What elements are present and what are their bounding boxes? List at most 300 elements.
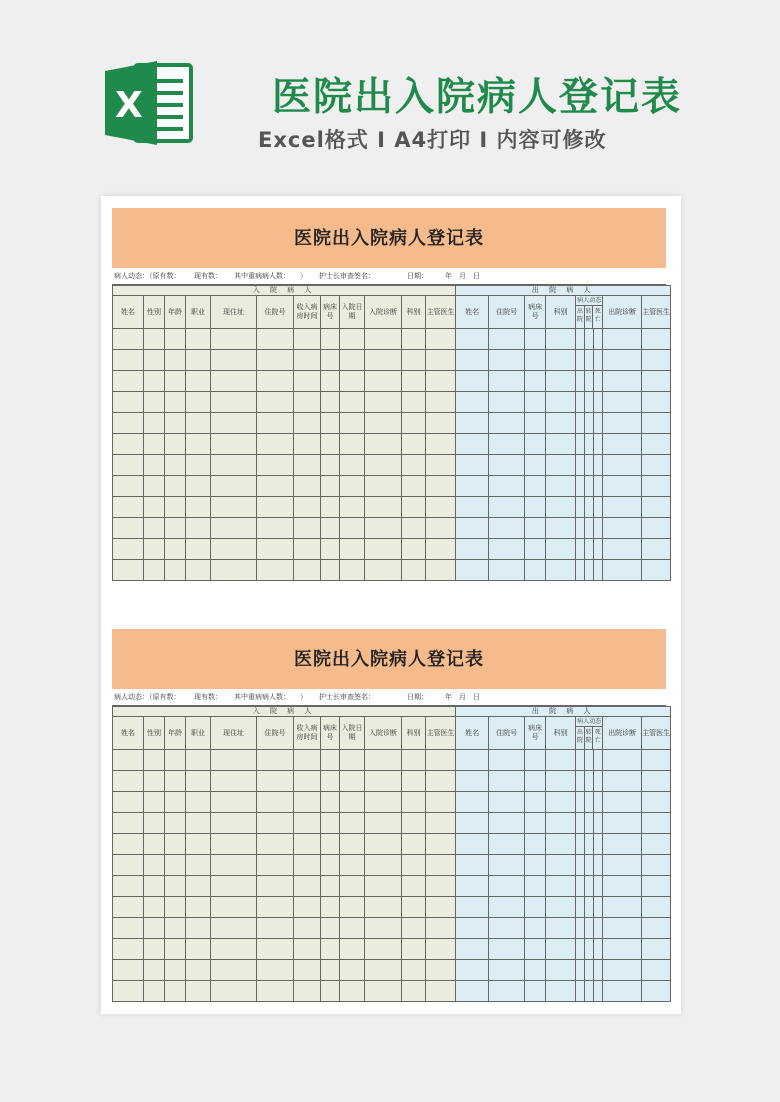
table-cell[interactable]: [576, 455, 585, 476]
table-cell[interactable]: [426, 939, 456, 960]
table-cell[interactable]: [165, 497, 186, 518]
table-cell[interactable]: [144, 960, 165, 981]
table-cell[interactable]: [402, 497, 426, 518]
table-cell[interactable]: [211, 518, 257, 539]
table-cell[interactable]: [113, 329, 144, 350]
table-cell[interactable]: [525, 834, 546, 855]
table-cell[interactable]: [144, 371, 165, 392]
table-cell[interactable]: [365, 392, 402, 413]
table-cell[interactable]: [365, 792, 402, 813]
table-cell[interactable]: [211, 434, 257, 455]
table-cell[interactable]: [642, 813, 671, 834]
table-cell[interactable]: [186, 497, 211, 518]
table-cell[interactable]: [294, 371, 321, 392]
table-cell[interactable]: [456, 434, 489, 455]
table-cell[interactable]: [585, 539, 594, 560]
table-cell[interactable]: [585, 476, 594, 497]
table-cell[interactable]: [294, 350, 321, 371]
table-cell[interactable]: [257, 497, 294, 518]
table-cell[interactable]: [113, 813, 144, 834]
table-cell[interactable]: [426, 918, 456, 939]
table-cell[interactable]: [113, 560, 144, 581]
table-cell[interactable]: [165, 981, 186, 1002]
table-cell[interactable]: [594, 455, 603, 476]
table-cell[interactable]: [642, 771, 671, 792]
table-cell[interactable]: [321, 497, 340, 518]
table-cell[interactable]: [321, 918, 340, 939]
table-cell[interactable]: [165, 371, 186, 392]
table-cell[interactable]: [257, 392, 294, 413]
table-cell[interactable]: [402, 792, 426, 813]
table-cell[interactable]: [144, 834, 165, 855]
table-cell[interactable]: [257, 434, 294, 455]
table-cell[interactable]: [525, 960, 546, 981]
table-cell[interactable]: [546, 897, 576, 918]
table-cell[interactable]: [576, 981, 585, 1002]
table-cell[interactable]: [489, 497, 525, 518]
table-cell[interactable]: [257, 771, 294, 792]
table-cell[interactable]: [426, 392, 456, 413]
table-cell[interactable]: [211, 476, 257, 497]
table-cell[interactable]: [546, 960, 576, 981]
table-cell[interactable]: [257, 350, 294, 371]
table-cell[interactable]: [594, 855, 603, 876]
table-cell[interactable]: [186, 876, 211, 897]
table-cell[interactable]: [576, 371, 585, 392]
table-cell[interactable]: [546, 813, 576, 834]
table-cell[interactable]: [585, 455, 594, 476]
table-cell[interactable]: [576, 813, 585, 834]
table-cell[interactable]: [546, 392, 576, 413]
table-cell[interactable]: [340, 792, 365, 813]
table-cell[interactable]: [294, 518, 321, 539]
table-cell[interactable]: [144, 560, 165, 581]
table-cell[interactable]: [603, 539, 642, 560]
table-cell[interactable]: [257, 539, 294, 560]
table-cell[interactable]: [402, 476, 426, 497]
table-cell[interactable]: [576, 350, 585, 371]
table-cell[interactable]: [257, 855, 294, 876]
table-cell[interactable]: [525, 939, 546, 960]
table-cell[interactable]: [165, 813, 186, 834]
table-cell[interactable]: [456, 813, 489, 834]
table-cell[interactable]: [211, 413, 257, 434]
table-cell[interactable]: [294, 855, 321, 876]
table-cell[interactable]: [186, 434, 211, 455]
table-cell[interactable]: [365, 813, 402, 834]
table-cell[interactable]: [321, 981, 340, 1002]
table-cell[interactable]: [257, 476, 294, 497]
table-cell[interactable]: [603, 981, 642, 1002]
table-cell[interactable]: [426, 329, 456, 350]
table-cell[interactable]: [144, 876, 165, 897]
table-cell[interactable]: [211, 876, 257, 897]
table-cell[interactable]: [144, 897, 165, 918]
table-cell[interactable]: [340, 434, 365, 455]
table-cell[interactable]: [294, 750, 321, 771]
table-cell[interactable]: [402, 813, 426, 834]
table-cell[interactable]: [186, 792, 211, 813]
table-cell[interactable]: [489, 329, 525, 350]
table-cell[interactable]: [257, 897, 294, 918]
table-cell[interactable]: [585, 855, 594, 876]
table-cell[interactable]: [257, 876, 294, 897]
table-cell[interactable]: [576, 855, 585, 876]
table-cell[interactable]: [340, 750, 365, 771]
table-cell[interactable]: [456, 476, 489, 497]
table-cell[interactable]: [113, 750, 144, 771]
table-cell[interactable]: [321, 476, 340, 497]
table-cell[interactable]: [585, 392, 594, 413]
table-cell[interactable]: [456, 981, 489, 1002]
table-cell[interactable]: [402, 413, 426, 434]
table-cell[interactable]: [340, 834, 365, 855]
table-cell[interactable]: [113, 981, 144, 1002]
table-cell[interactable]: [594, 518, 603, 539]
table-cell[interactable]: [211, 813, 257, 834]
table-cell[interactable]: [113, 497, 144, 518]
table-cell[interactable]: [456, 392, 489, 413]
table-cell[interactable]: [165, 434, 186, 455]
table-cell[interactable]: [525, 413, 546, 434]
table-cell[interactable]: [321, 876, 340, 897]
table-cell[interactable]: [594, 981, 603, 1002]
table-cell[interactable]: [365, 350, 402, 371]
table-cell[interactable]: [402, 434, 426, 455]
table-cell[interactable]: [594, 392, 603, 413]
table-cell[interactable]: [294, 918, 321, 939]
table-cell[interactable]: [546, 350, 576, 371]
table-cell[interactable]: [525, 855, 546, 876]
table-cell[interactable]: [294, 939, 321, 960]
table-cell[interactable]: [165, 560, 186, 581]
table-cell[interactable]: [603, 876, 642, 897]
table-cell[interactable]: [603, 813, 642, 834]
table-cell[interactable]: [144, 329, 165, 350]
table-cell[interactable]: [576, 497, 585, 518]
table-cell[interactable]: [489, 518, 525, 539]
table-cell[interactable]: [211, 918, 257, 939]
table-cell[interactable]: [211, 834, 257, 855]
table-cell[interactable]: [546, 834, 576, 855]
table-cell[interactable]: [546, 329, 576, 350]
table-cell[interactable]: [340, 539, 365, 560]
table-cell[interactable]: [340, 897, 365, 918]
table-cell[interactable]: [257, 371, 294, 392]
table-cell[interactable]: [321, 939, 340, 960]
table-cell[interactable]: [113, 518, 144, 539]
table-cell[interactable]: [525, 539, 546, 560]
table-cell[interactable]: [603, 750, 642, 771]
table-cell[interactable]: [257, 413, 294, 434]
table-cell[interactable]: [594, 560, 603, 581]
table-cell[interactable]: [576, 539, 585, 560]
table-cell[interactable]: [365, 476, 402, 497]
table-cell[interactable]: [456, 560, 489, 581]
table-cell[interactable]: [585, 792, 594, 813]
table-cell[interactable]: [165, 518, 186, 539]
table-cell[interactable]: [113, 539, 144, 560]
table-cell[interactable]: [186, 960, 211, 981]
table-cell[interactable]: [525, 981, 546, 1002]
table-cell[interactable]: [576, 518, 585, 539]
table-cell[interactable]: [489, 981, 525, 1002]
table-cell[interactable]: [165, 329, 186, 350]
table-cell[interactable]: [340, 329, 365, 350]
table-cell[interactable]: [426, 834, 456, 855]
table-cell[interactable]: [186, 771, 211, 792]
table-cell[interactable]: [456, 497, 489, 518]
table-cell[interactable]: [186, 392, 211, 413]
table-cell[interactable]: [642, 750, 671, 771]
table-cell[interactable]: [585, 918, 594, 939]
table-cell[interactable]: [489, 539, 525, 560]
table-cell[interactable]: [603, 455, 642, 476]
table-cell[interactable]: [456, 771, 489, 792]
table-cell[interactable]: [165, 834, 186, 855]
table-cell[interactable]: [603, 329, 642, 350]
table-cell[interactable]: [456, 939, 489, 960]
table-cell[interactable]: [603, 560, 642, 581]
table-cell[interactable]: [456, 350, 489, 371]
table-cell[interactable]: [642, 918, 671, 939]
table-cell[interactable]: [186, 455, 211, 476]
table-cell[interactable]: [340, 455, 365, 476]
table-cell[interactable]: [642, 792, 671, 813]
table-cell[interactable]: [165, 455, 186, 476]
table-cell[interactable]: [340, 813, 365, 834]
table-cell[interactable]: [186, 518, 211, 539]
table-cell[interactable]: [321, 434, 340, 455]
table-cell[interactable]: [113, 434, 144, 455]
table-cell[interactable]: [576, 918, 585, 939]
table-cell[interactable]: [456, 855, 489, 876]
table-cell[interactable]: [257, 560, 294, 581]
table-cell[interactable]: [585, 897, 594, 918]
table-cell[interactable]: [642, 518, 671, 539]
table-cell[interactable]: [546, 434, 576, 455]
table-cell[interactable]: [294, 392, 321, 413]
table-cell[interactable]: [525, 392, 546, 413]
table-cell[interactable]: [365, 897, 402, 918]
table-cell[interactable]: [603, 497, 642, 518]
table-cell[interactable]: [576, 476, 585, 497]
table-cell[interactable]: [594, 413, 603, 434]
table-cell[interactable]: [594, 897, 603, 918]
table-cell[interactable]: [186, 918, 211, 939]
table-cell[interactable]: [144, 539, 165, 560]
table-cell[interactable]: [365, 329, 402, 350]
table-cell[interactable]: [642, 981, 671, 1002]
table-cell[interactable]: [257, 981, 294, 1002]
table-cell[interactable]: [321, 455, 340, 476]
table-cell[interactable]: [426, 876, 456, 897]
table-cell[interactable]: [402, 834, 426, 855]
table-cell[interactable]: [525, 750, 546, 771]
table-cell[interactable]: [585, 560, 594, 581]
table-cell[interactable]: [489, 834, 525, 855]
table-cell[interactable]: [186, 560, 211, 581]
table-cell[interactable]: [294, 560, 321, 581]
table-cell[interactable]: [165, 771, 186, 792]
table-cell[interactable]: [294, 434, 321, 455]
table-cell[interactable]: [402, 876, 426, 897]
table-cell[interactable]: [594, 918, 603, 939]
table-cell[interactable]: [585, 939, 594, 960]
table-cell[interactable]: [340, 560, 365, 581]
table-cell[interactable]: [186, 981, 211, 1002]
table-cell[interactable]: [257, 834, 294, 855]
table-cell[interactable]: [426, 792, 456, 813]
table-cell[interactable]: [257, 939, 294, 960]
table-cell[interactable]: [402, 918, 426, 939]
table-cell[interactable]: [546, 413, 576, 434]
table-cell[interactable]: [186, 834, 211, 855]
table-cell[interactable]: [340, 476, 365, 497]
table-cell[interactable]: [165, 392, 186, 413]
table-cell[interactable]: [456, 329, 489, 350]
table-cell[interactable]: [340, 518, 365, 539]
table-cell[interactable]: [489, 371, 525, 392]
table-cell[interactable]: [585, 518, 594, 539]
table-cell[interactable]: [576, 897, 585, 918]
table-cell[interactable]: [456, 960, 489, 981]
table-cell[interactable]: [211, 392, 257, 413]
table-cell[interactable]: [585, 834, 594, 855]
table-cell[interactable]: [594, 350, 603, 371]
table-cell[interactable]: [211, 855, 257, 876]
table-cell[interactable]: [113, 792, 144, 813]
table-cell[interactable]: [585, 329, 594, 350]
table-cell[interactable]: [489, 939, 525, 960]
table-cell[interactable]: [144, 750, 165, 771]
table-cell[interactable]: [321, 813, 340, 834]
table-cell[interactable]: [456, 876, 489, 897]
table-cell[interactable]: [585, 434, 594, 455]
table-cell[interactable]: [525, 476, 546, 497]
table-cell[interactable]: [402, 518, 426, 539]
table-cell[interactable]: [546, 855, 576, 876]
table-cell[interactable]: [489, 876, 525, 897]
table-cell[interactable]: [402, 750, 426, 771]
table-cell[interactable]: [186, 939, 211, 960]
table-cell[interactable]: [113, 855, 144, 876]
table-cell[interactable]: [211, 981, 257, 1002]
table-cell[interactable]: [594, 960, 603, 981]
table-cell[interactable]: [456, 371, 489, 392]
table-cell[interactable]: [211, 960, 257, 981]
table-cell[interactable]: [211, 329, 257, 350]
table-cell[interactable]: [294, 497, 321, 518]
table-cell[interactable]: [642, 855, 671, 876]
table-cell[interactable]: [642, 539, 671, 560]
table-cell[interactable]: [186, 813, 211, 834]
table-cell[interactable]: [642, 834, 671, 855]
table-cell[interactable]: [186, 855, 211, 876]
table-cell[interactable]: [489, 792, 525, 813]
table-cell[interactable]: [402, 329, 426, 350]
table-cell[interactable]: [426, 539, 456, 560]
table-cell[interactable]: [211, 350, 257, 371]
table-cell[interactable]: [642, 329, 671, 350]
table-cell[interactable]: [165, 350, 186, 371]
table-cell[interactable]: [402, 350, 426, 371]
table-cell[interactable]: [426, 981, 456, 1002]
table-cell[interactable]: [186, 350, 211, 371]
table-cell[interactable]: [257, 792, 294, 813]
table-cell[interactable]: [294, 792, 321, 813]
table-cell[interactable]: [294, 834, 321, 855]
table-cell[interactable]: [642, 392, 671, 413]
table-cell[interactable]: [321, 392, 340, 413]
table-cell[interactable]: [426, 434, 456, 455]
table-cell[interactable]: [113, 413, 144, 434]
table-cell[interactable]: [546, 560, 576, 581]
table-cell[interactable]: [165, 918, 186, 939]
table-cell[interactable]: [576, 771, 585, 792]
table-cell[interactable]: [321, 834, 340, 855]
table-cell[interactable]: [456, 539, 489, 560]
table-cell[interactable]: [294, 981, 321, 1002]
table-cell[interactable]: [402, 939, 426, 960]
table-cell[interactable]: [603, 350, 642, 371]
table-cell[interactable]: [340, 981, 365, 1002]
table-cell[interactable]: [525, 518, 546, 539]
table-cell[interactable]: [340, 939, 365, 960]
table-cell[interactable]: [294, 771, 321, 792]
table-cell[interactable]: [576, 939, 585, 960]
table-cell[interactable]: [642, 371, 671, 392]
table-cell[interactable]: [365, 918, 402, 939]
table-cell[interactable]: [525, 792, 546, 813]
table-cell[interactable]: [402, 855, 426, 876]
table-cell[interactable]: [144, 413, 165, 434]
table-cell[interactable]: [585, 413, 594, 434]
table-cell[interactable]: [603, 371, 642, 392]
table-cell[interactable]: [456, 792, 489, 813]
table-cell[interactable]: [402, 771, 426, 792]
table-cell[interactable]: [426, 560, 456, 581]
table-cell[interactable]: [186, 476, 211, 497]
table-cell[interactable]: [594, 750, 603, 771]
table-cell[interactable]: [294, 876, 321, 897]
table-cell[interactable]: [489, 918, 525, 939]
table-cell[interactable]: [186, 413, 211, 434]
table-cell[interactable]: [426, 960, 456, 981]
table-cell[interactable]: [294, 897, 321, 918]
table-cell[interactable]: [365, 981, 402, 1002]
table-cell[interactable]: [321, 750, 340, 771]
table-cell[interactable]: [489, 897, 525, 918]
table-cell[interactable]: [340, 876, 365, 897]
table-cell[interactable]: [546, 981, 576, 1002]
table-cell[interactable]: [321, 897, 340, 918]
table-cell[interactable]: [546, 876, 576, 897]
table-cell[interactable]: [321, 855, 340, 876]
table-cell[interactable]: [525, 350, 546, 371]
table-cell[interactable]: [546, 792, 576, 813]
table-cell[interactable]: [144, 855, 165, 876]
table-cell[interactable]: [365, 876, 402, 897]
table-cell[interactable]: [594, 371, 603, 392]
table-cell[interactable]: [294, 539, 321, 560]
table-cell[interactable]: [144, 792, 165, 813]
table-cell[interactable]: [489, 855, 525, 876]
table-cell[interactable]: [186, 329, 211, 350]
table-cell[interactable]: [165, 960, 186, 981]
table-cell[interactable]: [257, 918, 294, 939]
table-cell[interactable]: [365, 855, 402, 876]
